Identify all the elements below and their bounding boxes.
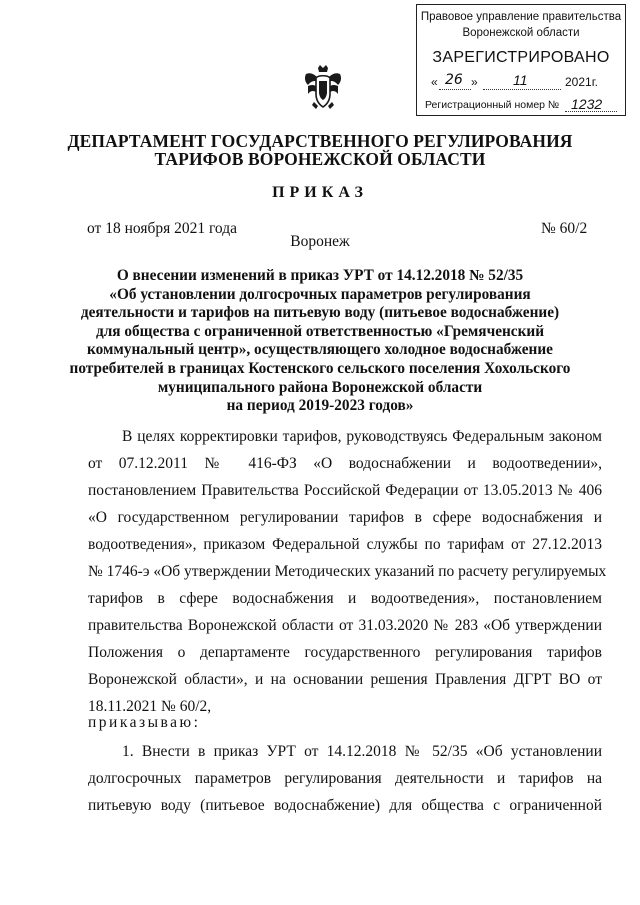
stamp-reg-number-label: Регистрационный номер №	[425, 99, 560, 111]
document-type-title: ПРИКАЗ	[272, 184, 368, 201]
preamble-line: правительства Воронежской области от 31.03.2020 № 283 «Об утверждении	[88, 617, 602, 634]
preamble-line: В целях корректировки тарифов, руководствуясь Федеральным законом	[122, 428, 602, 445]
department-name-line2: ТАРИФОВ ВОРОНЕЖСКОЙ ОБЛАСТИ	[154, 149, 486, 169]
order-city: Воронеж	[290, 233, 350, 250]
order-word: приказываю:	[88, 714, 201, 731]
subject-line: потребителей в границах Костенского сельского поселения Хохольского	[69, 359, 571, 377]
preamble-line: № 1746-э «Об утверждении Методических указаний по расчету регулируемых	[88, 563, 607, 580]
stamp-org-line1: Правовое управление правительства	[420, 11, 622, 23]
stamp-org-line2: Воронежской области	[462, 27, 580, 39]
subject-line: коммунальный центр», осуществляющего холодное водоснабжение	[87, 341, 553, 359]
preamble-line: постановлением Правительства Российской Федерации от 13.05.2013 № 406	[88, 482, 602, 499]
coat-of-arms-icon	[302, 64, 344, 110]
item1-line: 1. Внести в приказ УРТ от 14.12.2018 № 52/35 «Об установлении	[122, 743, 602, 760]
subject-line: «Об установлении долгосрочных параметров регулирования	[109, 285, 531, 303]
subject-line: деятельности и тарифов на питьевую воду (питьевое водоснабжение)	[80, 304, 560, 322]
item1-line: долгосрочных параметров регулирования деятельности и тарифов на	[88, 770, 602, 787]
department-name-line1: ДЕПАРТАМЕНТ ГОСУДАРСТВЕННОГО РЕГУЛИРОВАНИЯ	[67, 131, 573, 151]
preamble-line: «О государственном регулировании тарифов в сфере водоснабжения и	[88, 509, 602, 526]
subject-line: О внесении изменений в приказ УРТ от 14.12.2018 № 52/35	[116, 267, 524, 284]
stamp-reg-number: 1232	[571, 96, 603, 112]
item1-line: питьевую воду (питьевое водоснабжение) для общества с ограниченной	[88, 797, 602, 814]
stamp-year: 2021г.	[565, 75, 598, 89]
stamp-day: 26	[445, 72, 463, 88]
registration-stamp	[416, 4, 626, 116]
preamble-line: тарифов в сфере водоснабжения и водоотведения», постановлением	[88, 590, 602, 607]
preamble-line: 18.11.2021 № 60/2,	[88, 698, 212, 715]
preamble-line: Положения о департаменте государственного регулирования тарифов	[88, 644, 602, 661]
order-date: от 18 ноября 2021 года	[87, 220, 238, 237]
preamble-line: от 07.12.2011 № 416-ФЗ «О водоснабжении и водоотведении»,	[88, 455, 602, 472]
subject-line: муниципального района Воронежской области	[157, 378, 483, 396]
subject-line: для общества с ограниченной ответственностью «Гремяченский	[95, 322, 545, 340]
stamp-reg-number-row	[425, 96, 617, 113]
order-number: № 60/2	[541, 220, 588, 237]
stamp-status: ЗАРЕГИСТРИРОВАНО	[432, 49, 610, 66]
preamble-line: водоотведения», приказом Федеральной службы по тарифам от 27.12.2013	[88, 536, 602, 553]
stamp-month: 11	[513, 72, 528, 88]
order-subject	[0, 267, 640, 416]
stamp-date: « 26 » 11 2021г.	[431, 72, 598, 89]
preamble-line: Воронежской области», и на основании решения Правления ДГРТ ВО от	[88, 671, 602, 688]
subject-line: на период 2019-2023 годов»	[226, 397, 414, 415]
